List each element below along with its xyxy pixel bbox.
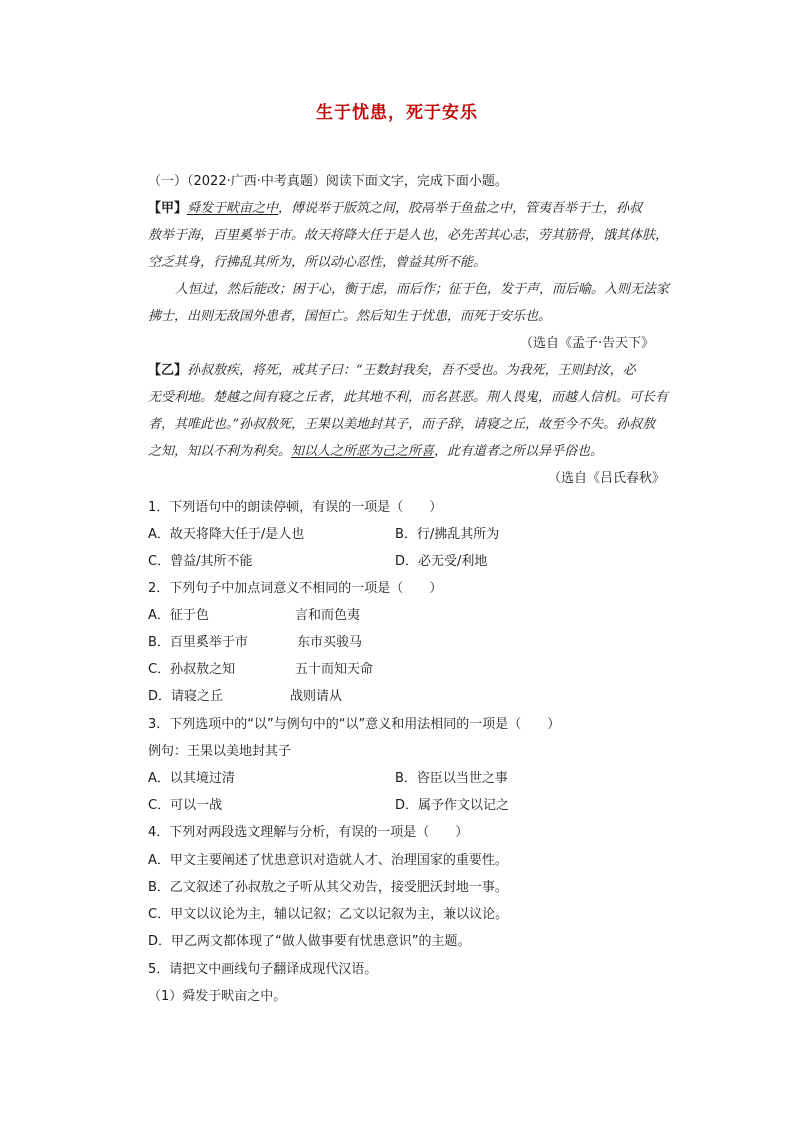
q3-option-b: B．咨臣以当世之事 [395,771,508,786]
passage-jia-line5: 拂士，出则无敌国外患者，国恒亡。然后知生于忧患，而死于安乐也。 [148,309,552,324]
passage-yi-underlined: 知以人之所恶为己之所喜 [291,444,435,459]
q2-stem: 2．下列句子中加点词意义不相同的一项是（ ） [148,581,443,596]
intro-line: （一）（2022·广西·中考真题）阅读下面文字，完成下面小题。 [148,174,508,189]
passage-jia-line4: 人恒过，然后能改；困于心，衡于虑，而后作；征于色，发于声，而后喻。入则无法家 [175,282,670,297]
q2-option-a: A．征于色 [148,608,209,623]
passage-jia-source: （选自《孟子·告天下》 [520,336,655,351]
q1-option-a: A．故天将降大任于/是人也 [148,527,305,542]
q4-option-a: A．甲文主要阐述了忧患意识对造就人才、治理国家的重要性。 [148,853,508,868]
passage-jia-tag: 【甲】 [148,201,188,216]
passage-jia-line3: 空乏其身，行拂乱其所为，所以动心忍性，曾益其所不能。 [148,255,487,270]
q2-option-d: D．请寝之丘 [148,689,224,704]
q5-sub-1: （1）舜发于畎亩之中。 [148,989,287,1004]
q4-option-d: D．甲乙两文都体现了“做人做事要有忧患意识”的主题。 [148,934,471,949]
passage-yi-line1: 孙叔敖疾，将死，戒其子曰：“王数封我矣，吾不受也。为我死，王则封汝，必 [187,363,636,378]
passage-yi-line4-pre: 之知，知以不利为利矣。 [148,444,292,459]
q1-option-d: D．必无受/利地 [395,554,488,569]
q1-option-b: B．行/拂乱其所为 [395,527,500,542]
q2-option-d-compare: 战则请从 [290,689,343,704]
q3-option-a: A．以其境过清 [148,771,235,786]
q2-option-a-compare: 言和而色夷 [295,608,361,623]
passage-jia-line1: ，傅说举于版筑之间，胶鬲举于鱼盐之中，管夷吾举于士，孙叔 [278,201,643,216]
q3-example: 例句：王果以美地封其子 [148,744,292,759]
page-title: 生于忧患，死于安乐 [316,103,478,123]
passage-jia-underlined: 舜发于畎亩之中 [187,201,279,216]
q3-option-d: D．属予作文以记之 [395,798,510,813]
q5-stem: 5．请把文中画线句子翻译成现代汉语。 [148,962,378,977]
q2-option-b-compare: 东市买骏马 [297,635,363,650]
passage-yi-line3: 者，其唯此也。”孙叔敖死，王果以美地封其子，而子辞，请寝之丘，故至今不失。孙叔敖 [148,417,656,432]
q1-option-c: C．曾益/其所不能 [148,554,253,569]
q4-option-c: C．甲文以议论为主，辅以记叙；乙文以记叙为主，兼以议论。 [148,907,509,922]
q3-stem: 3．下列选项中的“以”与例句中的“以”意义和用法相同的一项是（ ） [148,717,561,732]
q1-stem: 1．下列语句中的朗读停顿，有误的一项是（ ） [148,500,443,515]
q2-option-c: C．孙叔敖之知 [148,662,236,677]
q2-option-c-compare: 五十而知天命 [295,662,374,677]
q4-option-b: B．乙文叙述了孙叔敖之子听从其父劝告，接受肥沃封地一事。 [148,880,508,895]
passage-yi-line2: 无受利地。楚越之间有寝之丘者，此其地不利，而名甚恶。荆人畏鬼，而越人信机。可长有 [148,390,669,405]
q4-stem: 4．下列对两段选文理解与分析，有误的一项是（ ） [148,825,469,840]
passage-yi-line4-post: ，此有道者之所以异乎俗也。 [434,444,604,459]
q2-option-b: B．百里奚举于市 [148,635,248,650]
passage-jia-line2: 敖举于海，百里奚举于市。故天将降大任于是人也，必先苦其心志，劳其筋骨，饿其体肤， [148,228,669,243]
q3-option-c: C．可以一战 [148,798,223,813]
passage-yi-tag: 【乙】 [148,363,188,378]
passage-yi-source: （选自《吕氏春秋》 [548,471,666,486]
